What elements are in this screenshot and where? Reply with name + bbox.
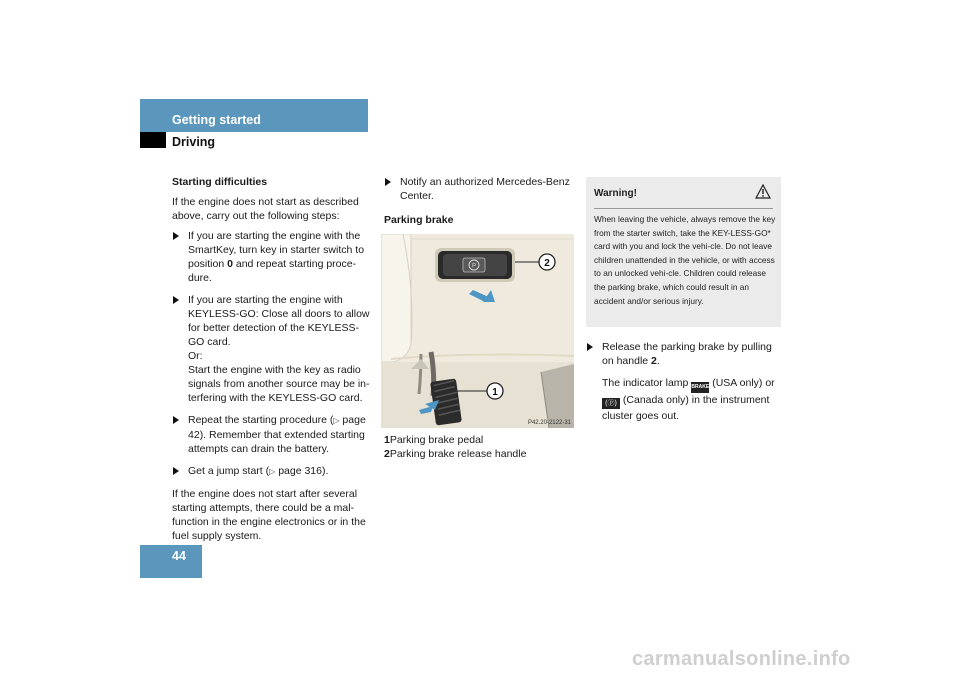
bullet-arrow-icon bbox=[173, 296, 179, 304]
bullet-arrow-icon bbox=[173, 416, 179, 424]
bullet-smartkey: If you are starting the engine with the SmartKey, turn key in starter switch to position 0 and repeat starting proce-dure. bbox=[172, 229, 370, 285]
warning-divider bbox=[594, 208, 773, 209]
warning-title: Warning! bbox=[594, 188, 637, 199]
closing-paragraph: If the engine does not start after several starting attempts, there could be a mal-function in the engine electronics or in the fuel supply system. bbox=[172, 488, 366, 542]
page-ref-link[interactable]: page 42 bbox=[188, 414, 366, 441]
section-title: Getting started bbox=[172, 113, 261, 127]
parking-brake-lamp-icon: (ⓟ) bbox=[602, 398, 620, 409]
bullet-notify-center: Notify an authorized Mercedes-Benz Center. bbox=[384, 175, 576, 203]
figure-legend bbox=[384, 433, 526, 461]
bullet-keyless-go: If you are starting the engine with KEYLESS-GO: Close all doors to allow for better detection of the KEYLESS-GO card. Or: Start the engine with the key as radio signals from another source may be in-terfering with the KEYLESS-GO card. bbox=[172, 293, 370, 405]
bullet-arrow-icon bbox=[587, 343, 593, 351]
column-1 bbox=[172, 175, 370, 549]
warning-box bbox=[586, 177, 781, 327]
page-number: 44 bbox=[172, 549, 186, 563]
intro-paragraph: If the engine does not start as described above, carry out the following steps: bbox=[172, 196, 359, 222]
page-ref-arrow-icon: ▷ bbox=[333, 416, 340, 425]
callout-2: 2 bbox=[544, 258, 550, 269]
page-number-box bbox=[140, 545, 202, 578]
bullet-arrow-icon bbox=[173, 467, 179, 475]
bullet-release-brake: Release the parking brake by pulling on handle 2. bbox=[586, 340, 782, 368]
brake-lamp-icon: BRAKE bbox=[691, 382, 709, 393]
starting-difficulties-heading: Starting difficulties bbox=[172, 176, 268, 188]
parking-brake-illustration bbox=[381, 234, 574, 428]
legend-item: 2Parking brake release handle bbox=[384, 448, 527, 460]
bullet-jump-start: Get a jump start (▷ page 316). bbox=[172, 464, 370, 479]
column-3 bbox=[586, 340, 782, 423]
bullet-arrow-icon bbox=[385, 178, 391, 186]
watermark: carmanualsonline.info bbox=[632, 648, 851, 670]
page-ref-arrow-icon: ▷ bbox=[269, 467, 276, 476]
header-marker bbox=[140, 132, 166, 148]
svg-text:P: P bbox=[472, 263, 477, 270]
figure-code: P42.20-2122-31 bbox=[527, 420, 571, 426]
parking-brake-heading: Parking brake bbox=[384, 214, 454, 226]
page-ref-link[interactable]: page 316 bbox=[278, 465, 322, 477]
warning-triangle-icon bbox=[755, 184, 771, 199]
warning-text: When leaving the vehicle, always remove the key from the starter switch, take the KEY-LESS-GO* card with you and lock the vehi-cle. Do not leave children unattended in the vehicle, or with access to an unlocked vehi-cle. Children could release the parking brake, which could result in an accident and/or serious injury. bbox=[594, 214, 776, 306]
parking-brake-figure bbox=[381, 234, 574, 428]
column-2 bbox=[384, 175, 576, 233]
bullet-repeat-start: Repeat the starting procedure (▷ page 42). Remember that extended starting attempts can drain the battery. bbox=[172, 413, 370, 456]
legend-item: 1Parking brake pedal bbox=[384, 434, 484, 446]
indicator-lamp-paragraph: The indicator lamp BRAKE (USA only) or (ⓟ) (Canada only) in the instrument cluster goes out. bbox=[602, 377, 775, 422]
bullet-arrow-icon bbox=[173, 232, 179, 240]
callout-1: 1 bbox=[492, 387, 498, 398]
subsection-title: Driving bbox=[172, 135, 216, 149]
